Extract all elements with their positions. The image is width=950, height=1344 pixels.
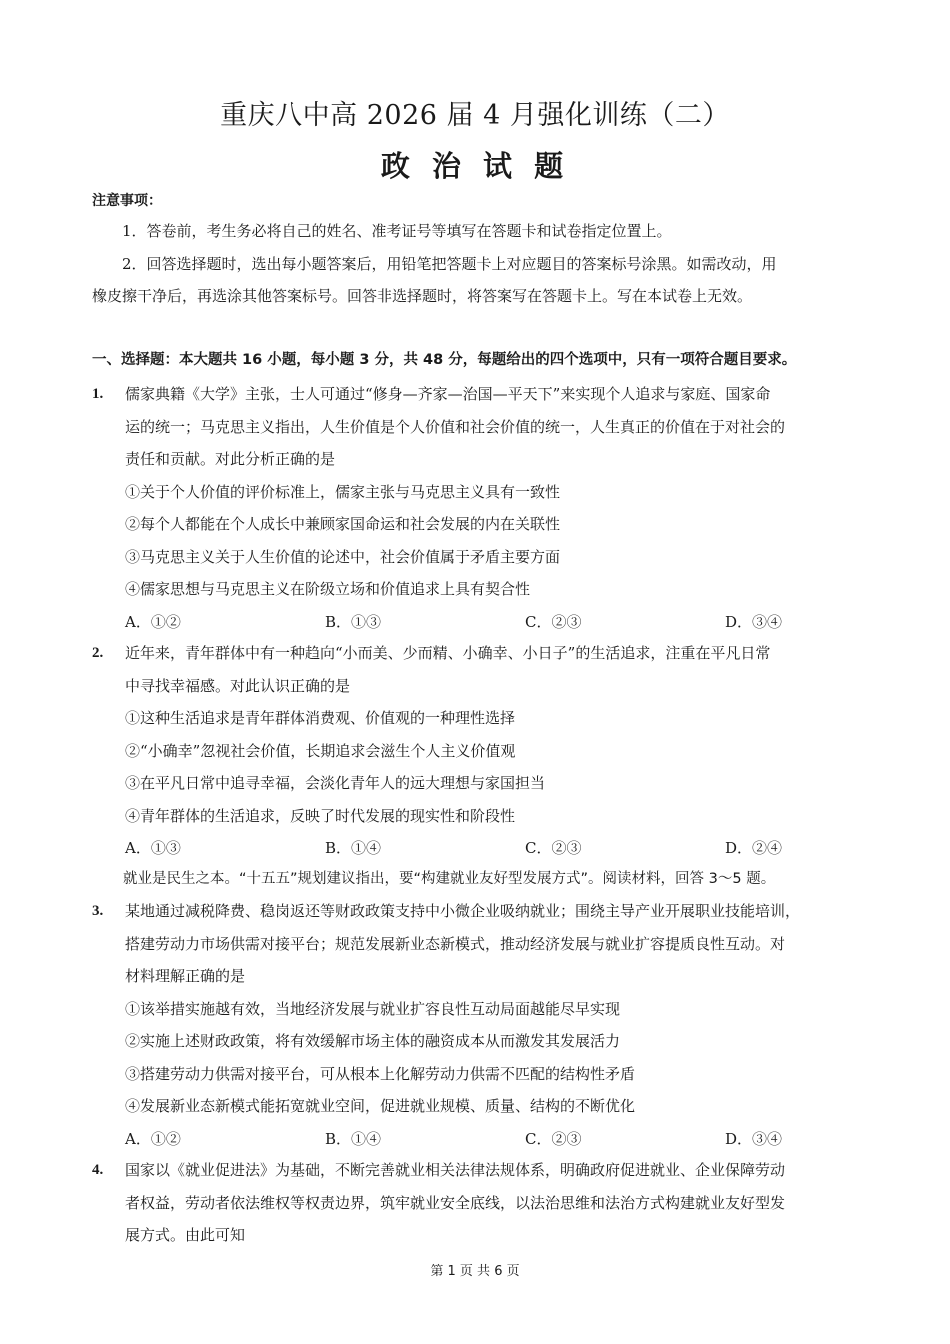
statement-option: ③在平凡日常中追寻幸福，会淡化青年人的远大理想与家国担当 — [125, 774, 546, 792]
subject-title: 政 治 试 题 — [380, 149, 570, 183]
question-stem-line: 国家以《就业促进法》为基础，不断完善就业相关法律法规体系，明确政府促进就业、企业保障劳动 — [125, 1161, 786, 1179]
question-number: 2. — [92, 645, 104, 661]
choice-c: C．②③ — [525, 612, 582, 631]
statement-option: ③搭建劳动力供需对接平台，可从根本上化解劳动力供需不匹配的结构性矛盾 — [125, 1064, 636, 1083]
statement-option: ④儒家思想与马克思主义在阶级立场和价值追求上具有契合性 — [125, 580, 531, 598]
choice-d: D．③④ — [725, 612, 783, 631]
note-item-1 — [92, 215, 860, 247]
statement-option: ②实施上述财政政策，将有效缓解市场主体的融资成本从而激发其发展活力 — [125, 1032, 621, 1050]
note-item-2-line-2: 橡皮擦干净后，再选涂其他答案标号。回答非选择题时，将答案写在答题卡上。写在本试卷上无效。 — [92, 287, 753, 305]
choice-d: D．③④ — [725, 1129, 783, 1148]
question-stem-line: 展方式。由此可知 — [125, 1226, 246, 1244]
question-3 — [92, 895, 862, 1155]
statement-option: ③马克思主义关于人生价值的论述中，社会价值属于矛盾主要方面 — [125, 547, 561, 566]
question-stem-line: 材料理解正确的是 — [125, 967, 246, 985]
page-number-footer: 第 1 页 共 6 页 — [430, 1264, 520, 1279]
question-stem-line: 中寻找幸福感。对此认识正确的是 — [125, 676, 351, 695]
choice-b: B．①④ — [325, 1129, 382, 1148]
choice-b: B．①④ — [325, 839, 382, 857]
question-stem-line: 儒家典籍《大学》主张，士人可通过“修身—齐家—治国—平天下”来实现个人追求与家庭、国家命 — [125, 385, 771, 403]
statement-option: ②每个人都能在个人成长中兼顾家国命运和社会发展的内在关联性 — [125, 515, 561, 533]
notes-heading: 注意事项： — [92, 193, 162, 209]
answer-choices — [125, 606, 862, 639]
exam-title: 重庆八中高 2026 届 4 月强化训练（二） — [220, 100, 730, 131]
statement-option: ④发展新业态新模式能拓宽就业空间，促进就业规模、质量、结构的不断优化 — [125, 1097, 636, 1115]
question-stem-line: 搭建劳动力市场供需对接平台；规范发展新业态新模式，推动经济发展与就业扩容提质良性互动。对 — [125, 934, 786, 953]
statement-option: ①关于个人价值的评价标准上，儒家主张与马克思主义具有一致性 — [125, 482, 561, 501]
answer-choices — [125, 832, 862, 865]
choice-a: A．①② — [125, 1129, 181, 1148]
question-stem-line: 近年来，青年群体中有一种趋向“小而美、少而精、小确幸、小日子”的生活追求，注重在平凡日常 — [125, 644, 771, 662]
section-heading: 一、选择题：本大题共 16 小题，每小题 3 分，共 48 分，每题给出的四个选项中，只有一项符合题目要求。 — [92, 352, 797, 368]
question-number: 1. — [92, 386, 104, 402]
material-intro: 就业是民生之本。“十五五”规划建议指出，要“构建就业友好型发展方式”。阅读材料，回答 3～5 题。 — [123, 871, 776, 887]
question-stem-line: 责任和贡献。对此分析正确的是 — [125, 450, 336, 468]
question-number: 3. — [92, 903, 104, 919]
question-1 — [92, 378, 862, 638]
note-item-2 — [92, 248, 860, 312]
note-item-1-text: 1．答卷前，考生务必将自己的姓名、准考证号等填写在答题卡和试卷指定位置上。 — [122, 222, 672, 240]
note-item-2-line-1: 2．回答选择题时，选出每小题答案后，用铅笔把答题卡上对应题目的答案标号涂黑。如需改动，用 — [122, 255, 777, 273]
statement-option: ④青年群体的生活追求，反映了时代发展的现实性和阶段性 — [125, 806, 516, 825]
choice-a: A．①② — [125, 612, 181, 631]
question-stem-line: 某地通过减税降费、稳岗返还等财政政策支持中小微企业吸纳就业；围绕主导产业开展职业技能培训， — [125, 902, 801, 920]
question-2 — [92, 637, 862, 865]
answer-choices — [125, 1123, 862, 1156]
choice-c: C．②③ — [525, 839, 582, 857]
question-4 — [92, 1154, 862, 1252]
choice-d: D．②④ — [725, 839, 783, 857]
statement-option: ①该举措实施越有效，当地经济发展与就业扩容良性互动局面越能尽早实现 — [125, 999, 621, 1018]
question-number: 4. — [92, 1162, 104, 1178]
question-stem-line: 运的统一；马克思主义指出，人生价值是个人价值和社会价值的统一，人生真正的价值在于对社会的 — [125, 417, 786, 436]
choice-c: C．②③ — [525, 1129, 582, 1148]
statement-option: ①这种生活追求是青年群体消费观、价值观的一种理性选择 — [125, 709, 516, 727]
question-stem-line: 者权益，劳动者依法维权等权责边界，筑牢就业安全底线，以法治思维和法治方式构建就业友好型发 — [125, 1193, 786, 1212]
statement-option: ②“小确幸”忽视社会价值，长期追求会滋生个人主义价值观 — [125, 741, 516, 760]
choice-b: B．①③ — [325, 612, 382, 631]
choice-a: A．①③ — [125, 839, 181, 857]
